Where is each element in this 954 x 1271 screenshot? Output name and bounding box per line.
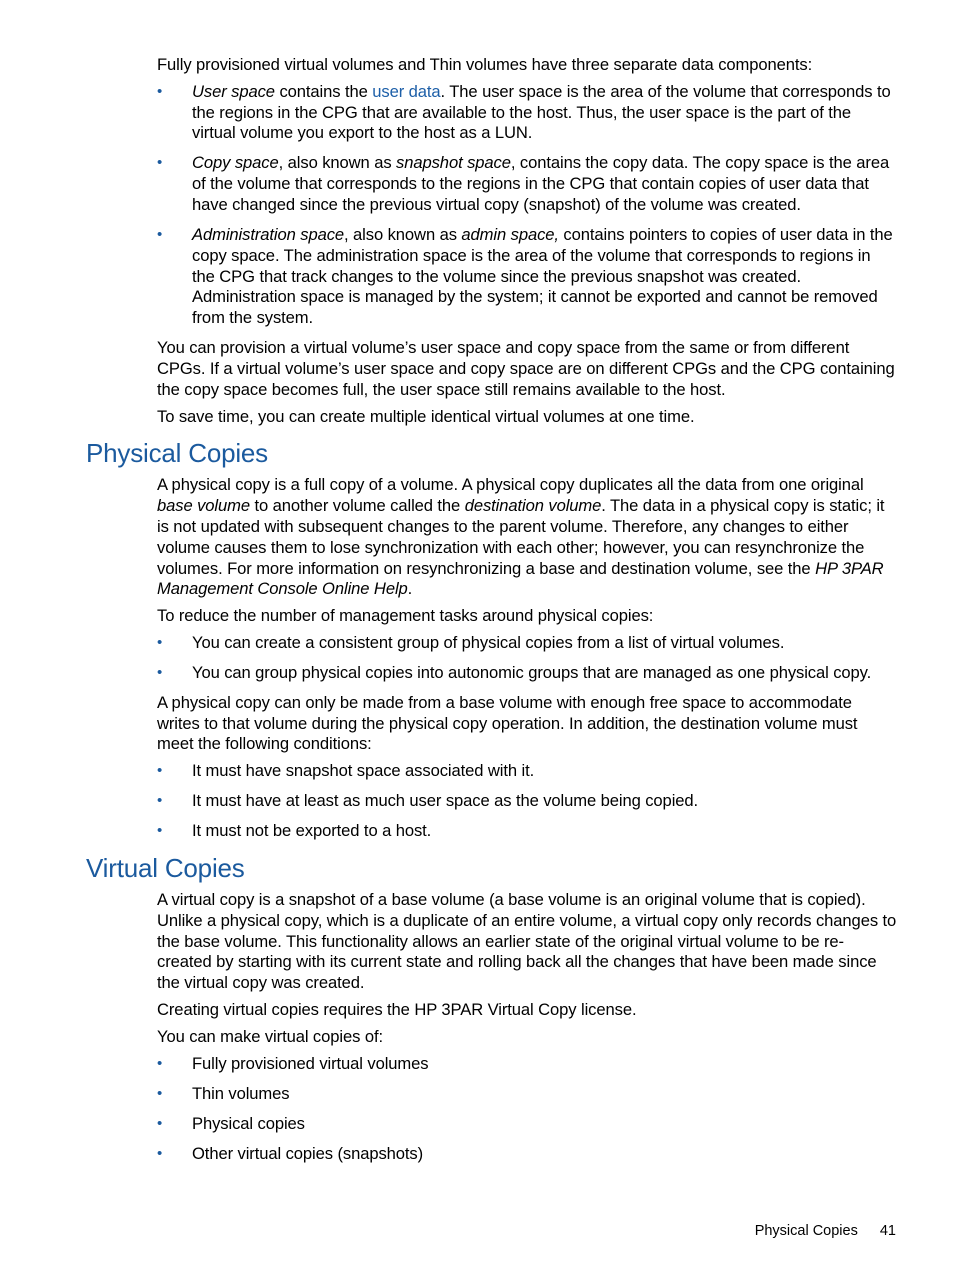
list-item-text: Thin volumes: [192, 1083, 290, 1103]
list-item: [157, 1084, 897, 1105]
list-item-text: . The user space is the area of the volume that corresponds to the regions in the CPG that are available to the host. Thus, the user space is the part of the virtual volume you export to the host as a LUN.: [192, 81, 891, 143]
list-item: [157, 821, 897, 842]
user-data-link[interactable]: user data: [372, 81, 441, 101]
virtual-copy-sources-list: [157, 1054, 897, 1165]
page-footer: [755, 1222, 896, 1240]
bullet-icon: •: [157, 792, 163, 810]
list-item-text: contains pointers to copies of user data in the copy space. The administration space is the area of the volume that corresponds to regions in the CPG that track changes to the volume since the previous snapshot was created. Administration space is managed by the system; it cannot be exported and cannot be removed from the system.: [192, 224, 893, 328]
bullet-icon: •: [157, 663, 163, 681]
bullet-icon: •: [157, 822, 163, 840]
management-tasks-list: [157, 633, 897, 684]
virtual-copies-paragraph: Creating virtual copies requires the HP 3PAR Virtual Copy license.: [157, 1000, 637, 1019]
physical-copies-heading: Physical Copies: [86, 438, 268, 469]
bullet-icon: •: [157, 82, 163, 100]
list-item-text: It must not be exported to a host.: [192, 821, 432, 841]
bullet-icon: •: [157, 633, 163, 651]
list-item: [157, 633, 897, 654]
list-item: [157, 225, 897, 329]
list-item-text: , also known as: [344, 224, 462, 244]
list-item-text: Other virtual copies (snapshots): [192, 1143, 424, 1163]
intro-lead: Fully provisioned virtual volumes and Thin volumes have three separate data components:: [157, 55, 813, 74]
virtual-copies-paragraph: A virtual copy is a snapshot of a base volume (a base volume is an original volume that is copied). Unlike a physical copy, which is a duplicate of an entire volume, a virtual copy only records changes to the base volume. This functionality allows an earlier state of the original virtual volume to be re-created by starting with its current state and rolling back all the changes that have been made since the virtual copy was created.: [157, 890, 897, 993]
bullet-icon: •: [157, 1114, 163, 1132]
bullet-icon: •: [157, 154, 163, 172]
list-item: [157, 1144, 897, 1165]
term-base-volume: base volume: [157, 496, 250, 516]
footer-section-title: Physical Copies: [754, 1223, 858, 1239]
list-item-text: contains the: [274, 81, 373, 101]
page-content: [86, 55, 897, 1174]
intro-paragraph: To save time, you can create multiple identical virtual volumes at one time.: [157, 406, 695, 426]
list-item-text: It must have at least as much user space as the volume being copied.: [192, 791, 699, 811]
list-item-text: You can create a consistent group of physical copies from a list of virtual volumes.: [192, 632, 785, 652]
list-item-text: You can group physical copies into autonomic groups that are managed as one physical copy.: [192, 662, 872, 682]
virtual-copies-heading: Virtual Copies: [86, 853, 245, 884]
physical-copies-paragraph: A physical copy can only be made from a base volume with enough free space to accommodate writes to that volume during the physical copy operation. In addition, the destination volume must meet the following conditions:: [157, 692, 858, 754]
page-number: 41: [879, 1223, 896, 1239]
virtual-copies-paragraph: You can make virtual copies of:: [157, 1026, 383, 1046]
list-item-text: Physical copies: [192, 1113, 305, 1133]
paragraph-text: . The data in a physical copy is static; it is not updated with subsequent changes to the parent volume. Therefore, any changes to either volume causes them to lose synchronization with each other; however, you can resynchronize the volumes. For more information on resynchronizing a base and destination volume, see the: [157, 496, 885, 578]
physical-copies-paragraph: [157, 475, 897, 600]
intro-paragraph: You can provision a virtual volume’s user space and copy space from the same or from different CPGs. If a virtual volume’s user space and copy space are on different CPGs and the CPG containing the copy space becomes full, the user space still remains available to the host.: [157, 338, 895, 399]
bullet-icon: •: [157, 1084, 163, 1102]
bullet-icon: •: [157, 1054, 163, 1072]
list-item: [157, 761, 897, 782]
term-administration-space: Administration space: [192, 224, 345, 244]
destination-conditions-list: [157, 761, 897, 842]
list-item-text: Fully provisioned virtual volumes: [192, 1053, 429, 1073]
physical-copies-paragraph: To reduce the number of management tasks around physical copies:: [157, 606, 654, 626]
term-admin-space: admin space,: [461, 224, 559, 244]
list-item-text: , also known as: [278, 153, 397, 173]
list-item: [157, 663, 897, 684]
list-item-text: It must have snapshot space associated with it.: [192, 761, 535, 781]
bullet-icon: •: [157, 1144, 163, 1162]
term-user-space: User space: [192, 81, 275, 101]
online-help-reference: HP 3PAR Management Console Online Help: [157, 558, 884, 599]
list-item: [157, 82, 897, 144]
list-item-text: , contains the copy data. The copy space is the area of the volume that corresponds to the regions in the CPG that contain copies of user data that have changed since the previous virtual copy (snapshot) of the volume was created.: [192, 153, 890, 214]
term-copy-space: Copy space: [192, 153, 279, 173]
paragraph-text: to another volume called the: [250, 496, 465, 516]
data-components-list: [157, 82, 897, 329]
list-item: [157, 153, 897, 215]
bullet-icon: •: [157, 225, 163, 243]
list-item: [157, 1054, 897, 1075]
list-item: [157, 1114, 897, 1135]
paragraph-text: .: [407, 579, 413, 599]
paragraph-text: A physical copy is a full copy of a volume. A physical copy duplicates all the data from one original: [157, 475, 864, 495]
term-destination-volume: destination volume: [464, 496, 602, 516]
list-item: [157, 791, 897, 812]
term-snapshot-space: snapshot space: [396, 153, 511, 173]
bullet-icon: •: [157, 762, 163, 780]
